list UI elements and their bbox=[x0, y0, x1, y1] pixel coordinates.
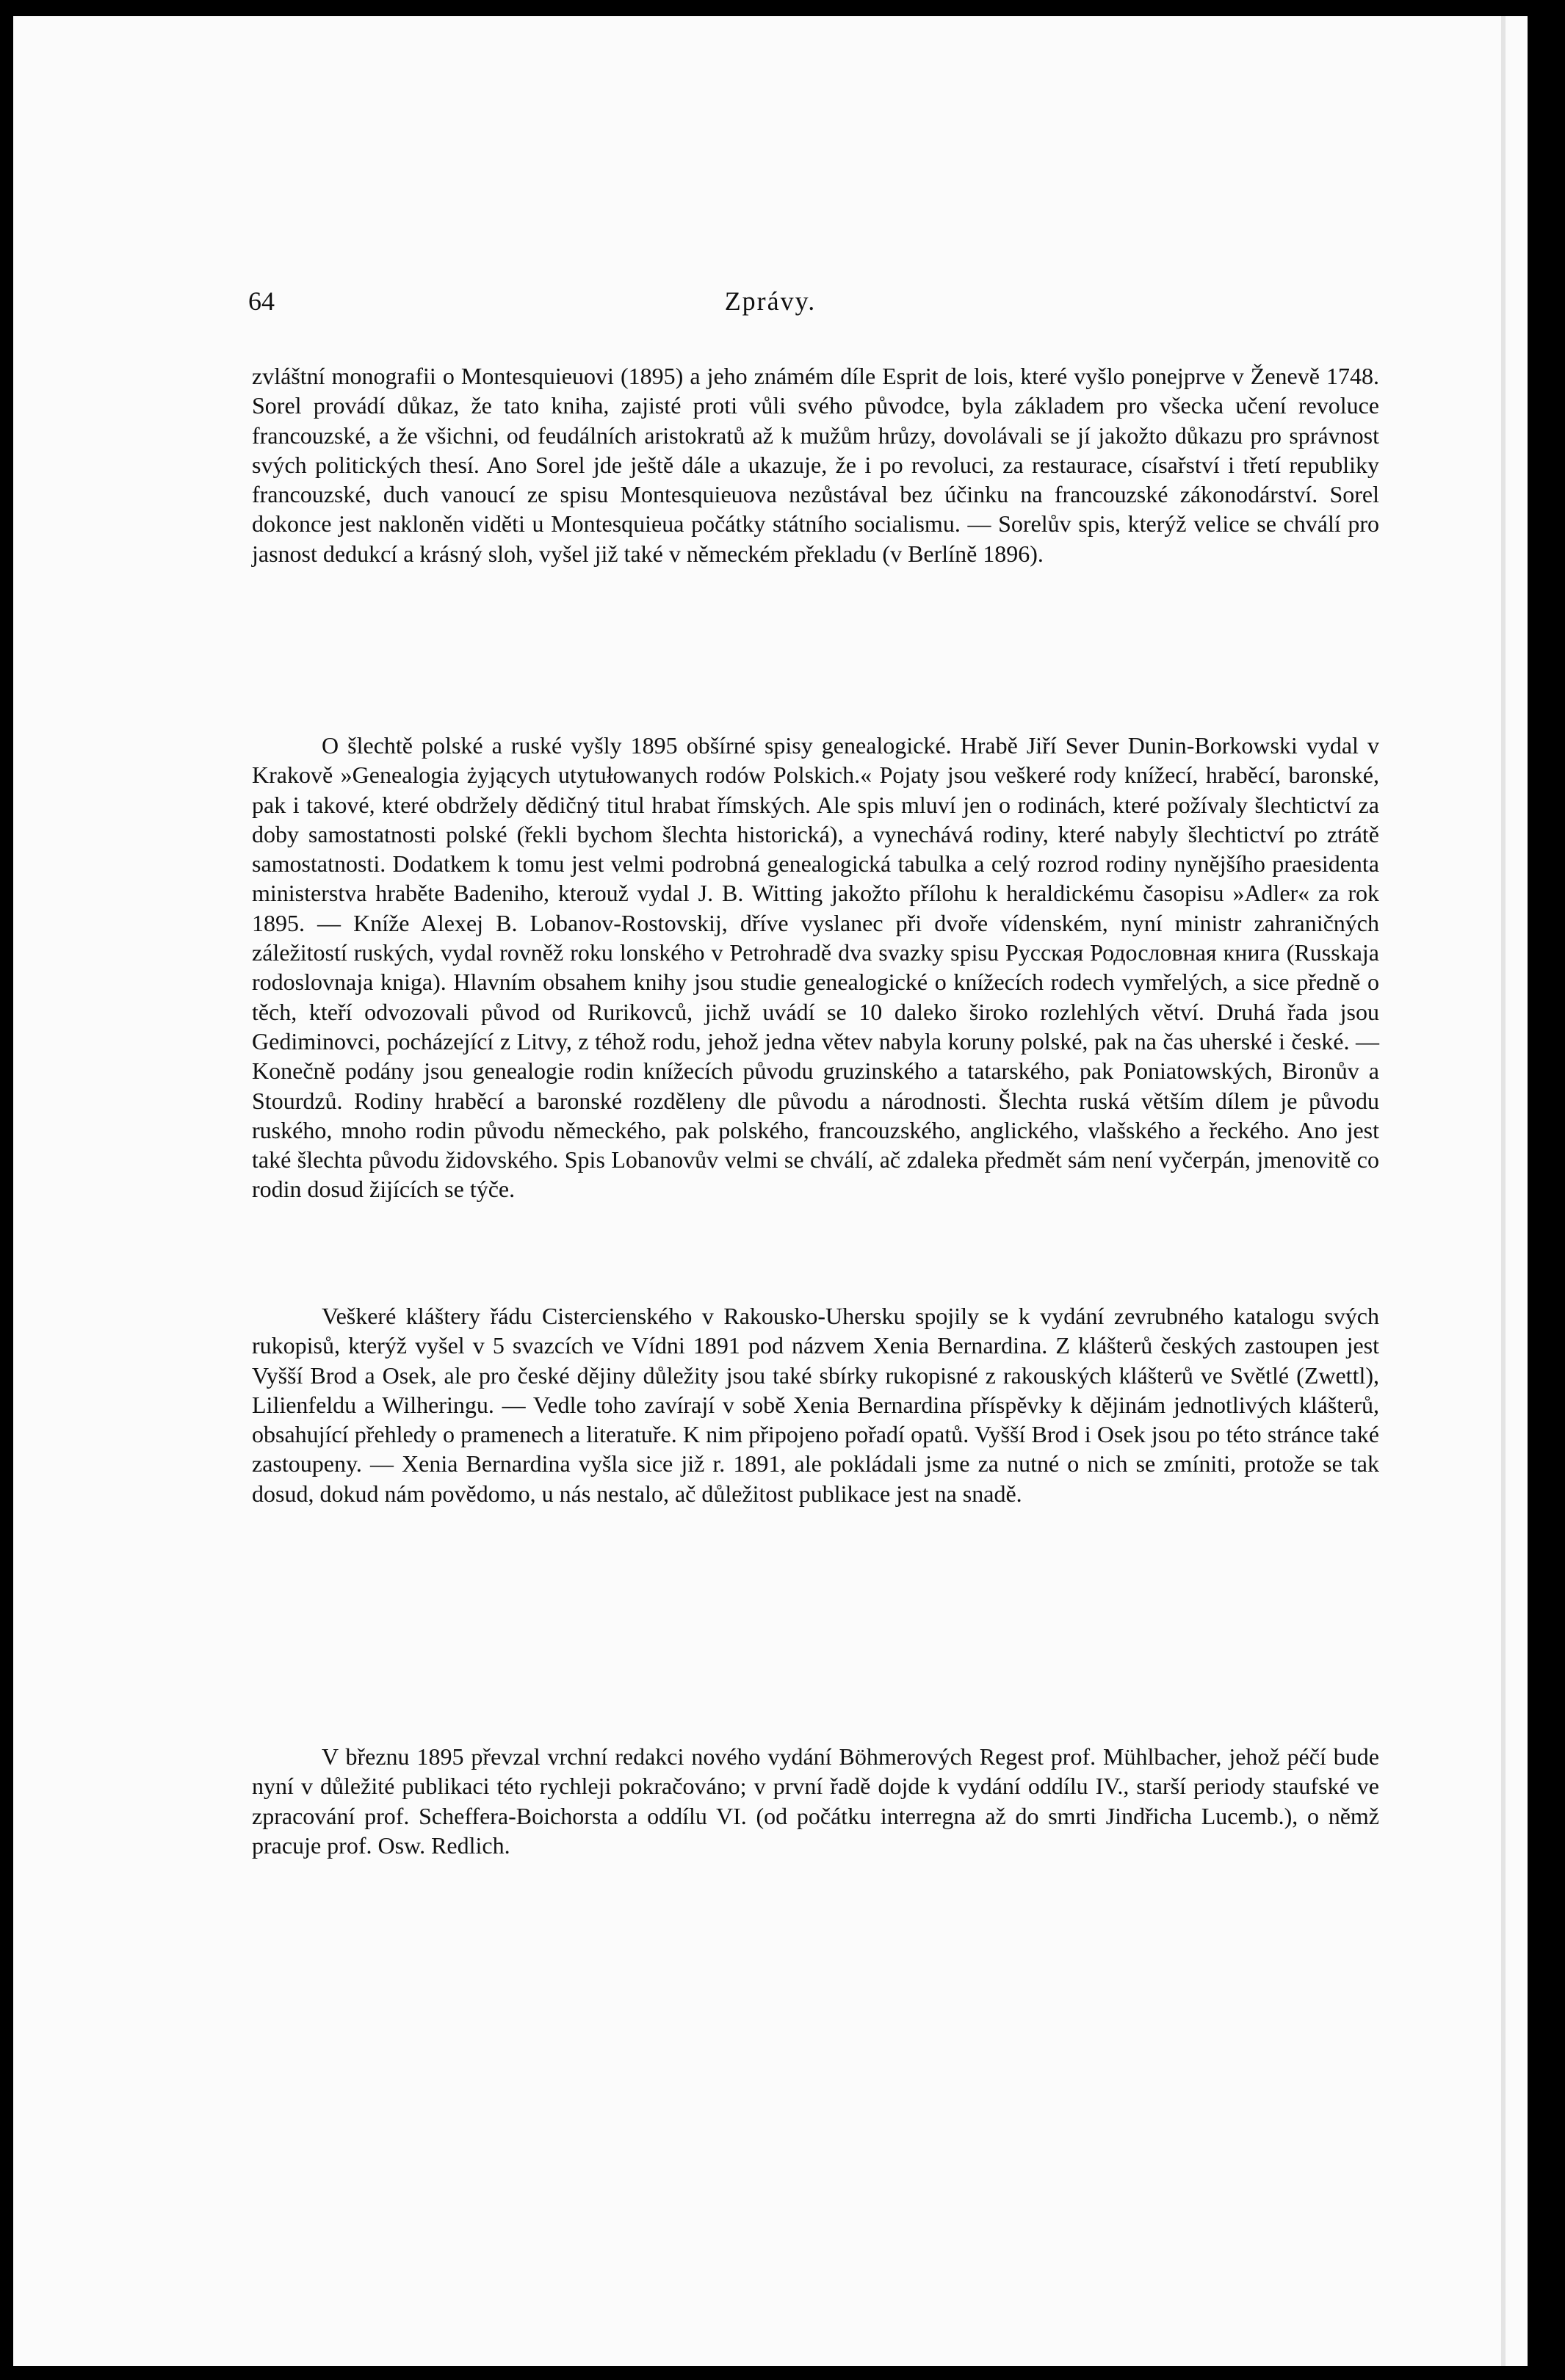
running-title: Zprávy. bbox=[724, 286, 817, 316]
paragraph-boehmer-regesta: V březnu 1895 převzal vrchní redakci nového vydání Böhmerových Regest prof. Mühlbacher, jehož péčí bude nyní v důležité publikaci této rychleji pokračováno; v první řadě dojde k vydání oddílu IV., starší periody staufské ve zpracování prof. Scheffera-Boichorsta a oddílu VI. (od počátku interregna až do smrti Jindřicha Lucemb.), o němž pracuje prof. Osw. Redlich. bbox=[252, 1743, 1379, 1859]
page-number: 64 bbox=[248, 286, 275, 316]
page-edge-shadow bbox=[1501, 16, 1506, 2366]
paragraph-cistercian-catalogue: Veškeré kláštery řádu Cistercienského v Rakousko-Uhersku spojily se k vydání zevrubného katalogu svých rukopisů, kterýž vyšel v 5 svazcích ve Vídni 1891 pod názvem Xenia Bernardina. Z klášterů českých zastoupen jest Vyšší Brod a Osek, ale pro české dějiny důležity jsou také sbírky rukopisné z rakouských klášterů ve Světlé (Zwettl), Lilienfeldu a Wilheringu. — Vedle toho zavírají v sobě Xenia Bernardina příspěvky k dějinám jednotlivých klášterů, obsahující přehledy o pramenech a literatuře. K nim připojeno pořadí opatů. Vyšší Brod i Osek jsou po této stránce také zastoupeny. — Xenia Bernardina vyšla sice již r. 1891, ale pokládali jsme za nutné o nich se zmíniti, protože se tak dosud, dokud nám povědomo, u nás nestalo, ač důležitost publikace jest na snadě. bbox=[252, 1303, 1379, 1507]
scanned-page bbox=[13, 16, 1528, 2366]
page-header bbox=[13, 277, 1528, 321]
paragraph-nobility-genealogy: O šlechtě polské a ruské vyšly 1895 obšírné spisy genealogické. Hrabě Jiří Sever Dunin-Borkowski vydal v Krakově »Genealogia żyjących utytułowanych rodów Polskich.« Pojaty jsou veškeré rody knížecí, hraběcí, baronské, pak i takové, které obdržely dědičný titul hrabat římských. Ale spis mluví jen o rodinách, které požívaly šlechtictví za doby samostatnosti polské (řekli bychom šlechta historická), a vynechává rodiny, které nabyly šlechtictví po ztrátě samostatnosti. Dodatkem k tomu jest velmi podrobná genealogická tabulka a celý rozrod rodiny nynějšího praesidenta ministerstva hraběte Badeniho, kterouž vydal J. B. Witting jakožto přílohu k heraldickému časopisu »Adler« za rok 1895. — Kníže Alexej B. Lobanov-Rostovskij, dříve vyslanec při dvoře vídenském, nyní ministr zahraničných záležitostí ruských, vydal rovněž roku lonského v Petrohradě dva svazky spisu Русская Родословная книга (Russkaja rodoslovnaja kniga). Hlavním obsahem knihy jsou studie genealogické o knížecích rodech vymřelých, a sice předně o těch, kteří odvozovali původ od Rurikovců, jichž uvádí se 10 daleko široko rozlehlých větví. Druhá řada jsou Gediminovci, pocházející z Litvy, z téhož rodu, jehož jedna větev nabyla koruny polské, pak na čas uherské i české. — Konečně podány jsou genealogie rodin knížecích původu gruzinského a tatarského, pak Poniatowských, Bironův a Stourdzů. Rodiny hraběcí a baronské rozděleny dle původu a národnosti. Šlechta ruská větším dílem je původu ruského, mnoho rodin původu německého, pak polského, francouzského, anglického, vlašského a řeckého. Ano jest také šlechta původu židovského. Spis Lobanovův velmi se chválí, ač zdaleka předmět sám není vyčerpán, jmenovitě co rodin dosud žijících se týče. bbox=[252, 732, 1379, 1203]
paragraph-montesquieu: zvláštní monografii o Montesquieuovi (1895) a jeho známém díle Esprit de lois, které vyšlo ponejprve v Ženevě 1748. Sorel provádí důkaz, že tato kniha, zajisté proti vůli svého původce, byla základem pro všecka učení revoluce francouzské, a že všichni, od feudálních aristokratů až k mužům hrůzy, dovolávali se jí jakožto důkazu pro správnost svých politických thesí. Ano Sorel jde ještě dále a ukazuje, že i po revoluci, za restaurace, císařství i třetí republiky francouzské, duch vanoucí ze spisu Montesquieuova nezůstával bez účinku na francouzské zákonodárství. Sorel dokonce jest nakloněn viděti u Montesquieua počátky státního socialismu. — Sorelův spis, kterýž velice se chválí pro jasnost dedukcí a krásný sloh, vyšel již také v německém překladu (v Berlíně 1896). bbox=[252, 363, 1379, 567]
